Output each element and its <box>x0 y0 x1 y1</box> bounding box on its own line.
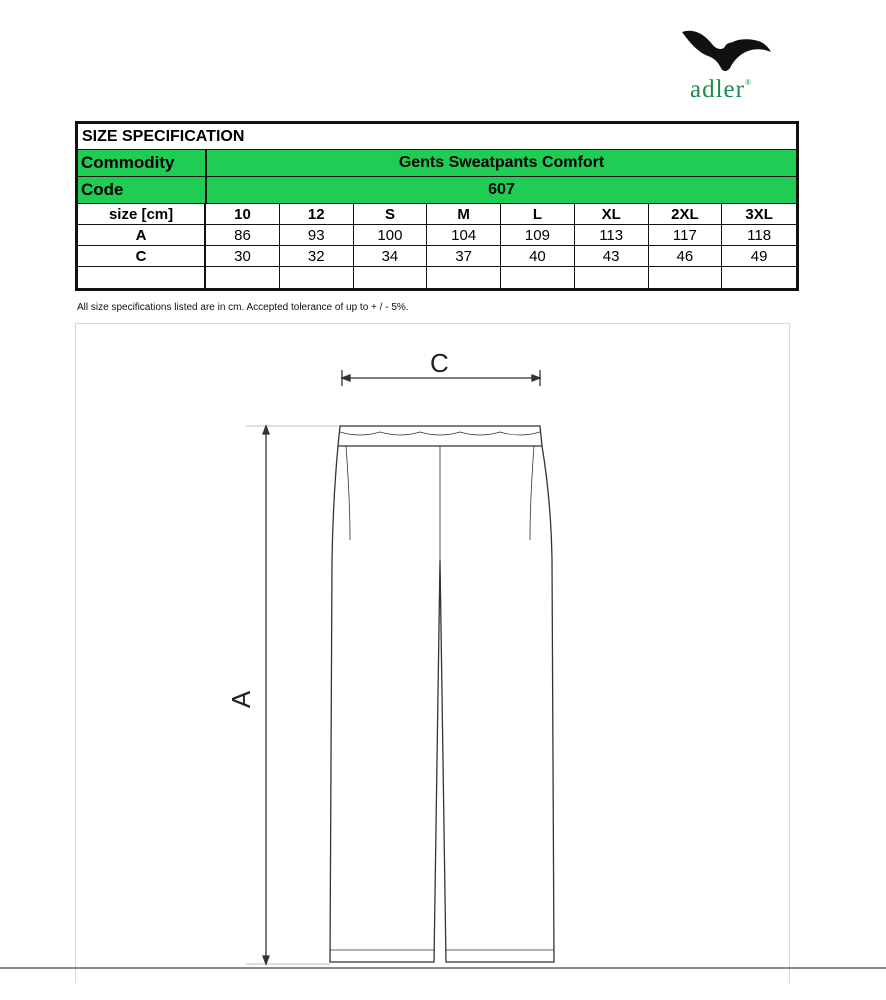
brand-name: adler <box>690 76 745 103</box>
right-pocket <box>530 446 534 540</box>
table-cell: 117 <box>649 225 723 245</box>
table-cell: 49 <box>750 247 768 265</box>
code-value: 607 <box>488 181 515 198</box>
size-header-cell: 12 <box>280 204 354 224</box>
table-cell: 40 <box>501 246 575 266</box>
table-cell: 118 <box>747 226 772 244</box>
row-label: C <box>78 246 206 266</box>
tolerance-note: All size specifications listed are in cm. Accepted tolerance of up to + / - 5%. <box>77 302 409 313</box>
table-cell: 34 <box>354 246 428 266</box>
arrow-c-right <box>532 375 540 381</box>
table-cell: 104 <box>427 225 501 245</box>
row-label: A <box>78 225 206 245</box>
table-cell: 93 <box>280 225 354 245</box>
commodity-label: Commodity <box>78 150 207 176</box>
waistband <box>338 426 542 446</box>
registered-mark: ® <box>744 78 753 87</box>
table-cell: 86 <box>206 225 280 245</box>
table-cell: 113 <box>575 225 649 245</box>
size-header-cell: 10 <box>206 204 280 224</box>
size-header-cell: M <box>427 204 501 224</box>
table-cell: 100 <box>354 225 428 245</box>
commodity-value: Gents Sweatpants Comfort <box>398 154 605 171</box>
table-title: SIZE SPECIFICATION <box>82 127 245 145</box>
size-header-cell: XL <box>575 204 649 224</box>
table-cell: 32 <box>280 246 354 266</box>
pants-outline <box>330 446 554 962</box>
arrow-a-top <box>263 426 269 434</box>
code-label: Code <box>78 177 207 203</box>
table-cell: 37 <box>427 246 501 266</box>
arrow-c-left <box>342 375 350 381</box>
dimension-label-c: C <box>430 348 449 378</box>
size-header-cell: S <box>354 204 428 224</box>
table-cell: 43 <box>575 246 649 266</box>
left-pocket <box>346 446 350 540</box>
table-cell: 109 <box>501 225 575 245</box>
size-header-cell: L <box>501 204 575 224</box>
arrow-a-bottom <box>263 956 269 964</box>
waistband-gathers <box>340 432 540 435</box>
size-header-cell: 3XL <box>745 205 773 223</box>
dimension-label-a: A <box>226 690 257 709</box>
table-cell: 46 <box>649 246 723 266</box>
size-header-label: size [cm] <box>78 204 206 224</box>
table-cell: 30 <box>206 246 280 266</box>
size-header-cell: 2XL <box>649 204 723 224</box>
